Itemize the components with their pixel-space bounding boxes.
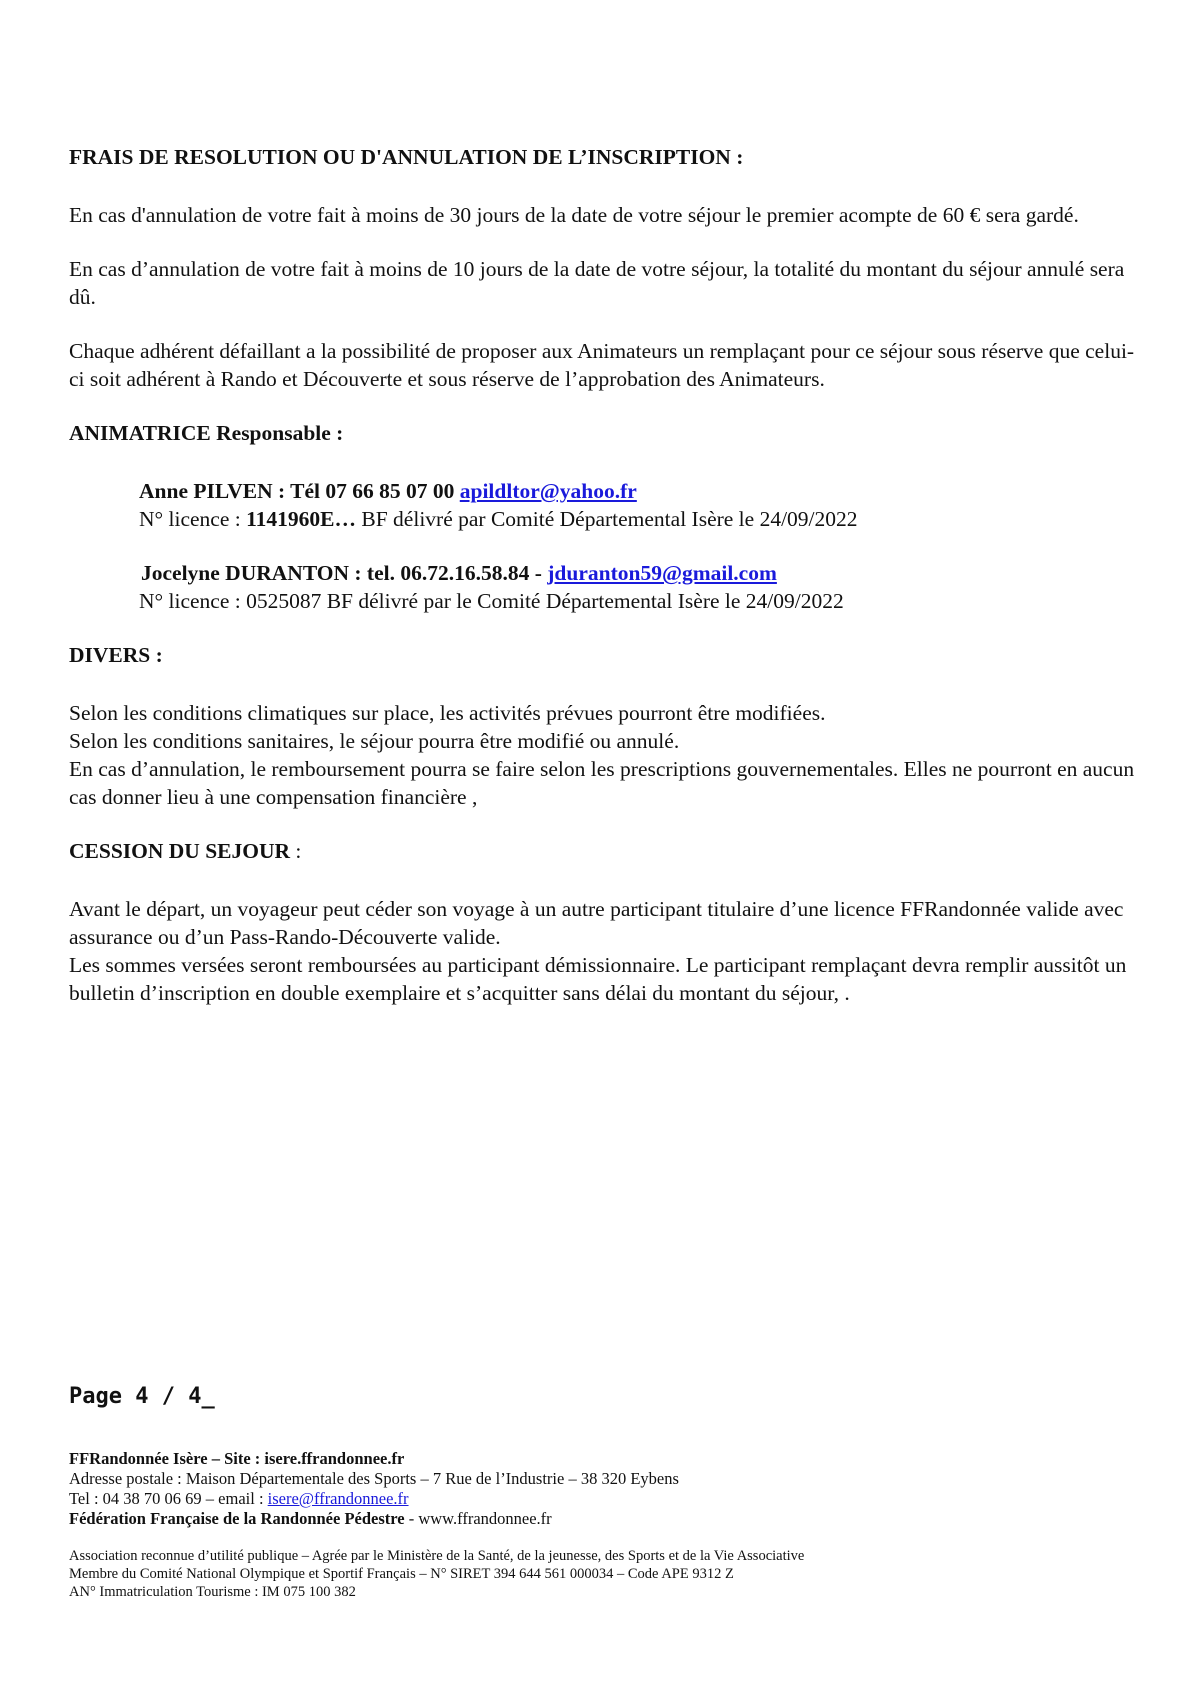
footer-federation — [69, 1509, 679, 1529]
footer-email-link[interactable]: isere@ffrandonnee.fr — [267, 1489, 409, 1508]
cession-heading — [69, 837, 1149, 865]
animatrice-2-email-link[interactable]: jduranton59@gmail.com — [547, 561, 777, 585]
animatrice-1-contact — [69, 477, 1149, 505]
footer-contact — [69, 1449, 679, 1529]
footer-address: Adresse postale : Maison Départementale des Sports – 7 Rue de l’Industrie – 38 320 Eybens — [69, 1469, 679, 1488]
animatrice-2-name: Jocelyne DURANTON : tel. 06.72.16.58.84 - — [141, 561, 548, 585]
animatrice-1-email-link[interactable]: apildltor@yahoo.fr — [459, 479, 637, 503]
animatrice-1-name: Anne PILVEN : Tél 07 66 85 07 00 — [139, 479, 455, 503]
footer-tel-text: Tel : 04 38 70 06 69 – email : — [69, 1489, 268, 1508]
footer-membre: Membre du Comité National Olympique et Sportif Français – N° SIRET 394 644 561 000034 – Code APE 9312 Z — [69, 1566, 734, 1582]
divers-heading: DIVERS : — [69, 643, 163, 667]
cession-heading-text: CESSION DU SEJOUR — [69, 839, 291, 863]
federation-site: - www.ffrandonnee.fr — [404, 1509, 552, 1528]
footer-immatriculation: AN° Immatriculation Tourisme : IM 075 100 382 — [69, 1584, 356, 1600]
divers-line-3: En cas d’annulation, le remboursement pourra se faire selon les prescriptions gouvernementales. Elles ne pourront en aucun cas donner lieu à une compensation financière , — [69, 757, 1135, 809]
federation-name: Fédération Française de la Randonnée Pédestre — [69, 1509, 405, 1528]
cession-heading-suffix: : — [290, 839, 302, 863]
divers-line-2: Selon les conditions sanitaires, le séjour pourra être modifié ou annulé. — [69, 729, 680, 753]
animatrice-2-contact — [69, 559, 1149, 587]
footer-association: Association reconnue d’utilité publique – Agrée par le Ministère de la Santé, de la jeunesse, des Sports et de la Vie Associative — [69, 1548, 805, 1564]
footer-legal — [69, 1547, 804, 1601]
frais-paragraph-1: En cas d'annulation de votre fait à moins de 30 jours de la date de votre séjour le premier acompte de 60 € sera gardé. — [69, 203, 1079, 227]
main-content — [69, 143, 1149, 1007]
divers-line-1: Selon les conditions climatiques sur place, les activités prévues pourront être modifiées. — [69, 701, 826, 725]
frais-paragraph-2: En cas d’annulation de votre fait à moins de 10 jours de la date de votre séjour, la totalité du montant du séjour annulé sera dû. — [69, 257, 1125, 309]
page-number: Page 4 / 4_ — [69, 1384, 215, 1409]
animatrice-heading: ANIMATRICE Responsable : — [69, 421, 344, 445]
licence-suffix: BF délivré par Comité Départemental Isère le 24/09/2022 — [356, 507, 858, 531]
frais-heading: FRAIS DE RESOLUTION OU D'ANNULATION DE L’INSCRIPTION : — [69, 145, 744, 169]
animatrice-1-licence — [69, 505, 1149, 533]
cession-line-2: Les sommes versées seront remboursées au participant démissionnaire. Le participant remplaçant devra remplir aussitôt un bulletin d’inscription en double exemplaire et s’acquitter sans délai du montant du séjour, . — [69, 953, 1127, 1005]
cession-line-1: Avant le départ, un voyageur peut céder son voyage à un autre participant titulaire d’une licence FFRandonnée valide avec assurance ou d’un Pass-Rando-Découverte valide. — [69, 897, 1124, 949]
animatrice-2-licence: N° licence : 0525087 BF délivré par le Comité Départemental Isère le 24/09/2022 — [139, 589, 844, 613]
frais-paragraph-3: Chaque adhérent défaillant a la possibilité de proposer aux Animateurs un remplaçant pour ce séjour sous réserve que celui-ci soit adhérent à Rando et Découverte et sous réserve de l’approbation des Animateurs. — [69, 339, 1135, 391]
licence-prefix: N° licence : — [139, 507, 247, 531]
footer-tel — [69, 1489, 679, 1509]
footer-site: FFRandonnée Isère – Site : isere.ffrandonnee.fr — [69, 1449, 405, 1468]
licence-number: 1141960E… — [246, 507, 356, 531]
